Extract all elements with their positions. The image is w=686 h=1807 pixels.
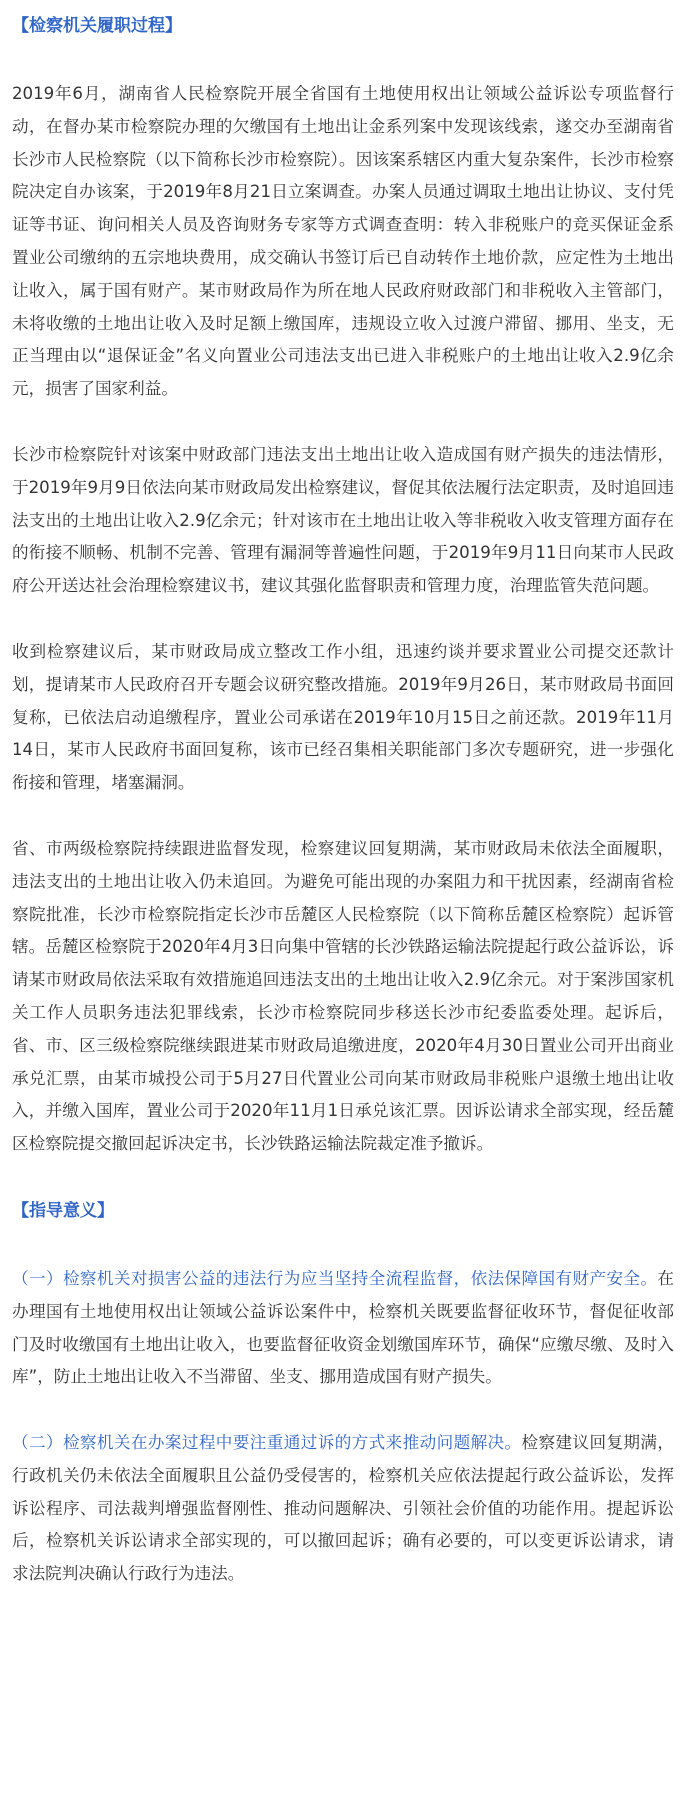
procedure-paragraph-1: 2019年6月，湖南省人民检察院开展全省国有土地使用权出让领域公益诉讼专项监督行动，在督办某市检察院办理的欠缴国有土地出让金系列案中发现该线索，遂交办至湖南省长沙市人民检察院（以下简称长沙市检察院）。因该案系辖区内重大复杂案件，长沙市检察院决定自办该案，于2019年8月21日立案调查。办案人员通过调取土地出让协议、支付凭证等书证、询问相关人员及咨询财务专家等方式调查查明：转入非税账户的竞买保证金系置业公司缴纳的五宗地块费用，成交确认书签订后已自动转作土地价款，应定性为土地出让收入，属于国有财产。某市财政局作为所在地人民政府财政部门和非税收入主管部门，未将收缴的土地出让收入及时足额上缴国库，违规设立收入过渡户滞留、挪用、坐支，无正当理由以“退保证金”名义向置业公司违法支出已进入非税账户的土地出让收入2.9亿余元，损害了国家利益。 — [12, 84, 674, 399]
guidance-paragraph-2 — [12, 1427, 674, 1591]
guidance-lead-1: （一）检察机关对损害公益的违法行为应当坚持全流程监督，依法保障国有财产安全。 — [12, 1268, 658, 1288]
guidance-body-1: 在办理国有土地使用权出让领域公益诉讼案件中，检察机关既要监督征收环节，督促征收部门及时收缴国有土地出让收入，也要监督征收资金划缴国库环节，确保“应缴尽缴、及时入库”，防止土地出让收入不当滞留、坐支、挪用造成国有财产损失。 — [12, 1268, 674, 1387]
procedure-paragraph-4: 省、市两级检察院持续跟进监督发现，检察建议回复期满，某市财政局未依法全面履职，违法支出的土地出让收入仍未追回。为避免可能出现的办案阻力和干扰因素，经湖南省检察院批准，长沙市检察院指定长沙市岳麓区人民检察院（以下简称岳麓区检察院）起诉管辖。岳麓区检察院于2020年4月3日向集中管辖的长沙铁路运输法院提起行政公益诉讼，诉请某市财政局依法采取有效措施追回违法支出的土地出让收入2.9亿余元。对于案涉国家机关工作人员职务违法犯罪线索，长沙市检察院同步移送长沙市纪委监委处理。起诉后，省、市、区三级检察院继续跟进某市财政局追缴进度，2020年4月30日置业公司开出商业承兑汇票，由某市城投公司于5月27日代置业公司向某市财政局非税账户退缴土地出让收入，并缴入国库，置业公司于2020年11月1日承兑该汇票。因诉讼请求全部实现，经岳麓区检察院提交撤回起诉决定书，长沙铁路运输法院裁定准予撤诉。 — [12, 838, 674, 1154]
section-title-procedure: 【检察机关履职过程】 — [12, 16, 182, 36]
guidance-lead-2: （二）检察机关在办案过程中要注重通过诉的方式来推动问题解决。 — [12, 1433, 522, 1453]
guidance-body-2: 检察建议回复期满，行政机关仍未依法全面履职且公益仍受侵害的，检察机关应依法提起行政公益诉讼，发挥诉讼程序、司法裁判增强监督刚性、推动问题解决、引领社会价值的功能作用。提起诉讼后，检察机关诉讼请求全部实现的，可以撤回起诉；确有必要的，可以变更诉讼请求，请求法院判决确认行政行为违法。 — [12, 1433, 674, 1584]
procedure-paragraph-2: 长沙市检察院针对该案中财政部门违法支出土地出让收入造成国有财产损失的违法情形，于2019年9月9日依法向某市财政局发出检察建议，督促其依法履行法定职责，及时追回违法支出的土地出让收入2.9亿余元；针对该市在土地出让收入等非税收入收支管理方面存在的衔接不顺畅、机制不完善、管理有漏洞等普遍性问题，于2019年9月11日向某市人民政府公开送达社会治理检察建议书，建议其强化监督职责和管理力度，治理监管失范问题。 — [12, 444, 674, 596]
guidance-paragraph-1 — [12, 1263, 674, 1394]
procedure-paragraph-3: 收到检察建议后，某市财政局成立整改工作小组，迅速约谈并要求置业公司提交还款计划，提请某市人民政府召开专题会议研究整改措施。2019年9月26日，某市财政局书面回复称，已依法启动追缴程序，置业公司承诺在2019年10月15日之前还款。2019年11月14日，某市人民政府书面回复称，该市已经召集相关职能部门多次专题研究，进一步强化衔接和管理，堵塞漏洞。 — [12, 641, 674, 793]
section-title-guidance: 【指导意义】 — [12, 1200, 114, 1221]
